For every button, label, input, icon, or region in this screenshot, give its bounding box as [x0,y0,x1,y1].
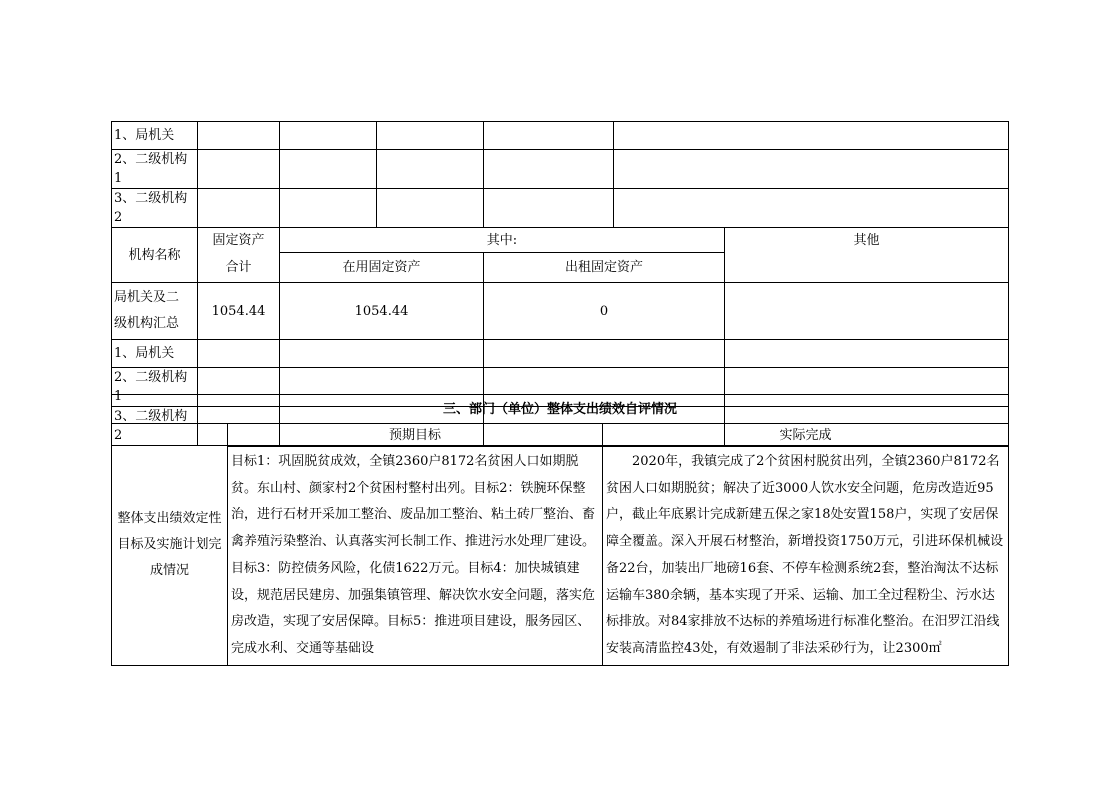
table-row [112,189,1009,228]
empty-cell [377,189,484,228]
summary-row [112,283,1009,340]
empty-cell [484,189,614,228]
actual-text-cell [603,447,1009,666]
empty-cell [280,122,377,150]
other-header-blank [725,253,1009,283]
in-use-header: 在用固定资产 [280,253,484,283]
empty-cell [198,340,280,368]
rented-out-value: 0 [484,283,725,340]
empty-cell [484,340,725,368]
empty-cell [614,150,1009,189]
summary-label-line2: 级机构汇总 [114,316,180,331]
empty-cell [198,122,280,150]
section-title: 三、部门（单位）整体支出绩效自评情况 [112,395,1009,424]
actual-text: 2020年，我镇完成了2个贫困村脱贫出列，全镇2360户8172名贫困人口如期脱贫；解决了近3000人饮水安全问题，危房改造近95户，截止年底累计完成新建五保之家18处安置158户，实现了安居保障全覆盖。深入开展石材整治，新增投资1750万元，引进环保机械设备22台，加装出厂地磅16套、不停车检测系统2套，整治淘汰不达标运输车380余辆，基本实现了开采、运输、加工全过程粉尘、污水达标排放。对84家排放不达标的养殖场进行标准化整治。在汨罗江沿线安装高清监控43处，有效遏制了非法采砂行为，让2300㎡ [606,454,1004,656]
empty-cell [614,189,1009,228]
header-row [112,228,1009,253]
section-title-row [112,395,1009,424]
other-value [725,283,1009,340]
row-label: 3、二级机构2 [112,407,198,446]
empty-cell [484,150,614,189]
expected-header: 预期目标 [228,424,603,447]
row-label: 3、二级机构2 [112,189,198,228]
empty-cell [377,150,484,189]
expected-text-cell [228,447,603,666]
org-name-header: 机构名称 [112,228,198,283]
performance-table [111,394,1009,666]
empty-cell [280,340,484,368]
summary-label [112,283,198,340]
header-row [112,253,1009,283]
expected-text: 目标1：巩固脱贫成效，全镇2360户8172名贫困人口如期脱贫。东山村、颜家村2个贫困村整村出列。目标2：铁腕环保整治，进行石材开采加工整治、废品加工整治、粘土砖厂整治、畜禽养殖污染整治、认真落实河长制工作、推进污水处理厂建设。目标3：防控债务风险，化债1622万元。目标4：加快城镇建设，规范居民建房、加强集镇管理、解决饮水安全问题，落实危房改造，实现了安居保障。目标5：推进项目建设，服务园区、完成水利、交通等基础设 [231,454,596,656]
row-label: 2、二级机构1 [112,368,198,407]
row-label: 1、局机关 [112,340,198,368]
empty-cell [484,122,614,150]
table-row [112,122,1009,150]
table-row [112,150,1009,189]
summary-label-line1: 局机关及二 [114,290,180,305]
empty-cell [614,122,1009,150]
fixed-total-header: 固定资产 [198,228,280,253]
row-label: 1、局机关 [112,122,198,150]
other-header: 其他 [725,228,1009,253]
among-header: 其中: [280,228,725,253]
empty-cell [280,189,377,228]
fixed-total-header-line2: 合计 [198,253,280,283]
empty-cell [280,150,377,189]
row-label: 2、二级机构1 [112,150,198,189]
content-row [112,447,1009,666]
actual-header: 实际完成 [603,424,1009,447]
empty-cell [725,340,1009,368]
table-row [112,340,1009,368]
performance-row-label: 整体支出绩效定性目标及实施计划完成情况 [112,424,228,666]
empty-cell [198,189,280,228]
header-row [112,424,1009,447]
rented-out-header: 出租固定资产 [484,253,725,283]
empty-cell [377,122,484,150]
empty-cell [198,150,280,189]
fixed-total-value: 1054.44 [198,283,280,340]
in-use-value: 1054.44 [280,283,484,340]
